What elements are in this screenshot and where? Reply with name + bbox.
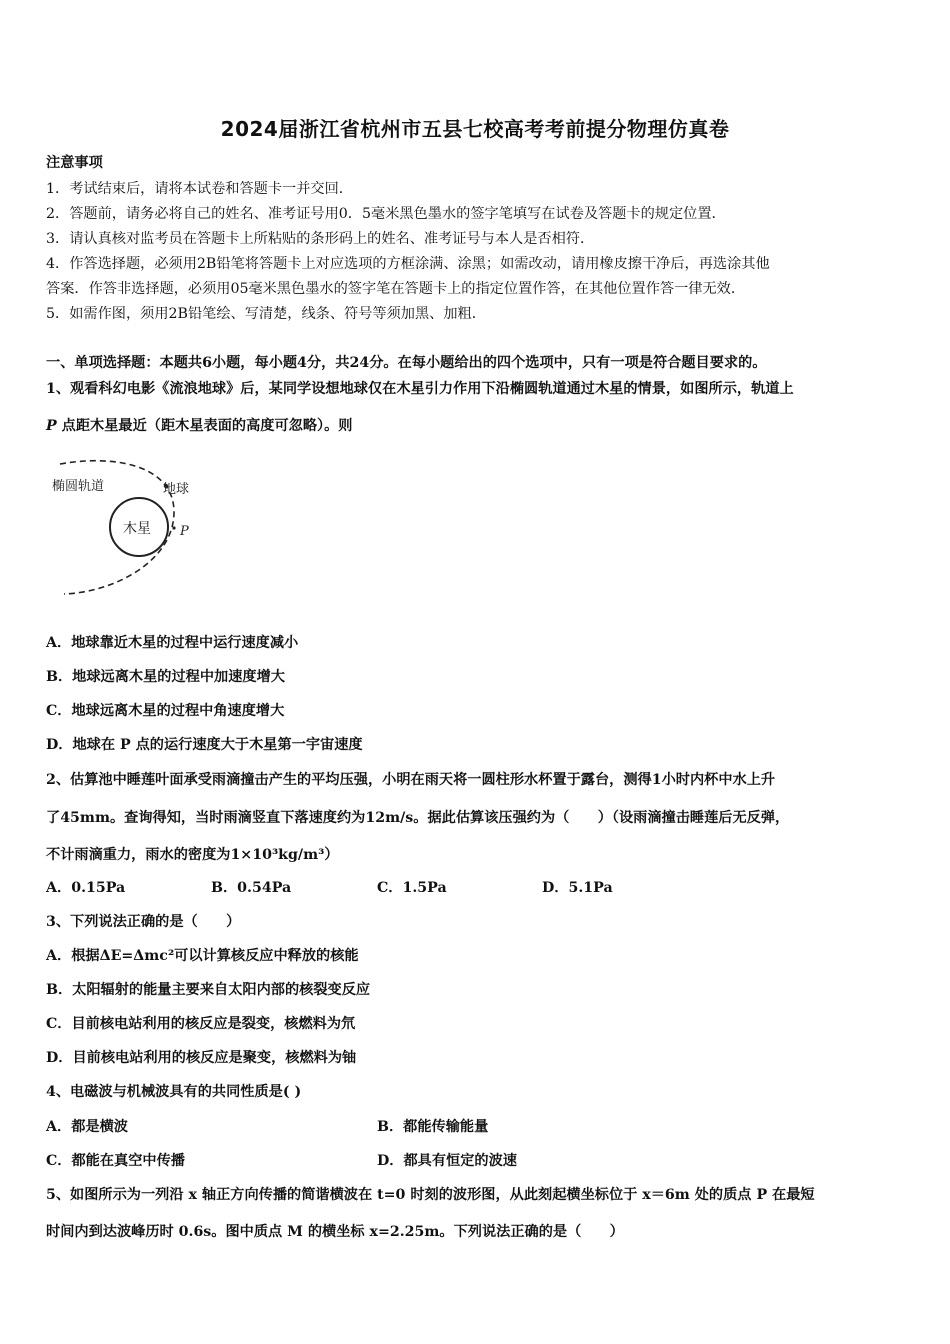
q2-stem-line2: 了45mm。查询得知，当时雨滴竖直下落速度约为12m/s。据此估算该压强约为（ ）（设雨滴撞击睡莲后无反弹， xyxy=(46,810,790,826)
q1-option-b: B．地球远离木星的过程中加速度增大 xyxy=(46,669,285,685)
jupiter-label: 木星 xyxy=(123,521,151,537)
q5-stem-line2: 时间内到达波峰历时 0.6s。图中质点 M 的横坐标 x=2.25m。下列说法正确的是（ ） xyxy=(46,1224,624,1240)
page-title: 2024届浙江省杭州市五县七校高考考前提分物理仿真卷 xyxy=(220,117,730,141)
q1-option-d: D．地球在 P 点的运行速度大于木星第一宇宙速度 xyxy=(46,737,363,753)
q4-option-c: C．都能在真空中传播 xyxy=(46,1153,185,1169)
q1-option-a: A．地球靠近木星的过程中运行速度减小 xyxy=(46,635,299,651)
q3-option-b: B．太阳辐射的能量主要来自太阳内部的核裂变反应 xyxy=(46,982,371,998)
q4-option-b: B．都能传输能量 xyxy=(377,1119,489,1135)
q3-stem: 3、下列说法正确的是（ ） xyxy=(46,914,241,930)
q3-option-c: C．目前核电站利用的核反应是裂变，核燃料为氘 xyxy=(46,1016,356,1032)
notice-item: 1．考试结束后，请将本试卷和答题卡一并交回． xyxy=(46,181,353,197)
notice-item: 4．作答选择题，必须用2B铅笔将答题卡上对应选项的方框涂满、涂黑；如需改动，请用橡皮擦干净后，再选涂其他 xyxy=(46,256,770,272)
point-p-dot xyxy=(172,526,175,529)
q1-option-c: C．地球远离木星的过程中角速度增大 xyxy=(46,703,285,719)
earth-label: 地球 xyxy=(163,482,190,497)
q2-stem-line3: 不计雨滴重力，雨水的密度为1×10³kg/m³） xyxy=(46,847,339,863)
q3-option-a: A．根据ΔE=Δmc²可以计算核反应中释放的核能 xyxy=(46,948,359,964)
q2-option-c: C．1.5Pa xyxy=(377,880,447,896)
q1-stem-line2: P 点距木星最近（距木星表面的高度可忽略）。则 xyxy=(46,418,353,434)
notice-heading: 注意事项 xyxy=(46,155,103,171)
q1-point-p: P xyxy=(46,418,57,434)
point-p-label: P xyxy=(180,524,189,539)
q2-option-a: A．0.15Pa xyxy=(46,880,126,896)
q3-option-d: D．目前核电站利用的核反应是聚变，核燃料为铀 xyxy=(46,1050,357,1066)
q4-option-d: D．都具有恒定的波速 xyxy=(377,1153,517,1169)
q1-stem-line1: 1、观看科幻电影《流浪地球》后，某同学设想地球仅在木星引力作用下沿椭圆轨道通过木星的情景，如图所示，轨道上 xyxy=(46,381,794,397)
q4-stem: 4、电磁波与机械波具有的共同性质是( ) xyxy=(46,1084,302,1100)
q2-option-b: B．0.54Pa xyxy=(211,880,292,896)
q5-stem-line1: 5、如图所示为一列沿 x 轴正方向传播的简谐横波在 t=0 时刻的波形图，从此刻起横坐标位于 x＝6m 处的质点 P 在最短 xyxy=(46,1187,815,1203)
q4-option-a: A．都是横波 xyxy=(46,1119,128,1135)
notice-item: 答案．作答非选择题，必须用05毫米黑色墨水的签字笔在答题卡上的指定位置作答，在其他位置作答一律无效． xyxy=(46,281,746,297)
orbit-label: 椭圆轨道 xyxy=(52,479,105,494)
q2-option-d: D．5.1Pa xyxy=(542,880,613,896)
notice-item: 5．如需作图，须用2B铅笔绘、写清楚，线条、符号等须加黑、加粗． xyxy=(46,306,486,322)
notice-item: 3．请认真核对监考员在答题卡上所粘贴的条形码上的姓名、准考证号与本人是否相符． xyxy=(46,231,595,247)
section-heading: 一、单项选择题：本题共6小题，每小题4分，共24分。在每小题给出的四个选项中，只有一项是符合题目要求的。 xyxy=(46,355,767,371)
q2-stem-line1: 2、估算池中睡莲叶面承受雨滴撞击产生的平均压强，小明在雨天将一圆柱形水杯置于露台，测得1小时内杯中水上升 xyxy=(46,772,776,788)
notice-item: 2．答题前，请务必将自己的姓名、准考证号用0．5毫米黑色墨水的签字笔填写在试卷及答题卡的规定位置． xyxy=(46,206,726,222)
orbit-figure xyxy=(46,452,216,602)
